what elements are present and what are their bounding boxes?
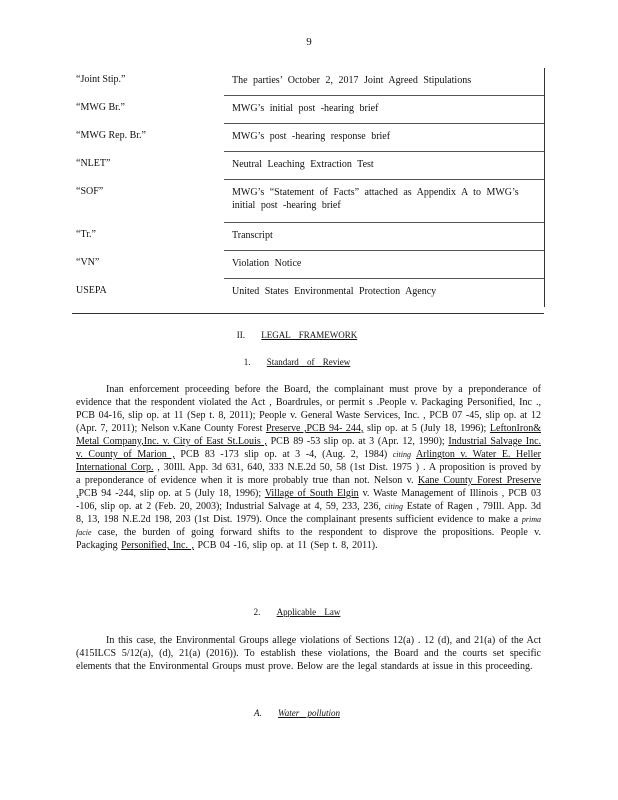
abbreviation-term: “MWG Rep. Br.” <box>76 130 146 141</box>
case-citation: Kane County Forest Preserve , <box>76 475 541 499</box>
abbreviation-term: USEPA <box>76 285 107 296</box>
subsection-title: Standard of Review <box>266 357 351 367</box>
citing-signal: citing <box>392 450 411 459</box>
paragraph-text: Estate of Ragen , 79Ill. App. 3d 8, 13, 198 N.E.2d 198, 203 (1st Dist. 1979). Once the complainant presents sufficient evidence to make a <box>76 501 541 525</box>
citing-signal: citing <box>384 502 403 511</box>
paragraph-text: case, the burden of going forward shifts to the respondent to disprove the propositions. People v. Packaging <box>76 527 541 551</box>
abbreviation-definition: The parties’ October 2, 2017 Joint Agreed Stipulations <box>232 75 472 86</box>
abbreviation-definition: United States Environmental Protection Agency <box>232 286 437 297</box>
abbreviation-row <box>72 124 544 152</box>
paragraph-applicable-law: In this case, the Environmental Groups allege violations of Sections 12(a) . 12 (d), and 21(a) of the Act (415ILCS 5/12(a), (d), 21(a) (2016)). To establish these violations, the Board and the courts set specific elements that the Environmental Groups must prove. Below are the legal standards at issue in this proceeding. <box>76 635 541 672</box>
section-number: II. <box>236 330 246 340</box>
abbreviation-term: “Joint Stip.” <box>76 74 126 85</box>
paragraph-text: , 30Ill. App. 3d 631, 640, 333 N.E.2d 50, 58 (1st Dist. 1975 ) . A proposition is proved by a preponderance of evidence when it is more probably true than not. Nelson v. <box>76 462 541 486</box>
case-citation: Village of South Elgin <box>264 488 359 499</box>
abbreviation-row <box>72 152 544 180</box>
paragraph-text: PCB 83 -173 slip op. at 3 -4, (Aug. 2, 1984) <box>174 449 393 460</box>
case-citation: Personified, Inc. , <box>121 540 194 551</box>
abbreviation-row <box>72 68 544 96</box>
subsection-title: Water pollution <box>278 708 340 718</box>
paragraph-text: PCB 94 -244, slip op. at 5 (July 18, 1996); <box>78 488 265 499</box>
subsection-number: 1. <box>243 357 251 367</box>
case-citation: Industrial Salvage Inc. v. County of Marion , <box>76 436 542 460</box>
subsection-number: A. <box>254 708 262 718</box>
table-bottom-rule <box>72 313 544 314</box>
subsection-title: Applicable Law <box>276 607 341 617</box>
section-heading <box>0 330 618 340</box>
abbreviation-definition: Violation Notice <box>232 258 302 269</box>
abbreviation-term: “SOF” <box>76 186 104 197</box>
abbreviation-definition: MWG’s “Statement of Facts” attached as Appendix A to MWG’s initial post -hearing brief <box>232 187 519 211</box>
paragraph-text: slip op. at 5 (July 18, 1996); <box>363 423 490 434</box>
paragraph-text: PCB 89 -53 slip op. at 3 (Apr. 12, 1990); <box>266 436 449 447</box>
case-citation: Preserve ,PCB 94- 244, <box>265 423 364 434</box>
abbreviation-definition: MWG’s post -hearing response brief <box>232 131 391 142</box>
paragraph-text: PCB 04 -16, slip op. at 11 (Sep t. 8, 2011). <box>193 540 378 551</box>
abbreviation-definition: MWG’s initial post -hearing brief <box>232 103 379 114</box>
abbreviation-term: “Tr.” <box>76 229 96 240</box>
page-number: 9 <box>306 36 312 48</box>
latin-term: prima facie <box>76 515 541 537</box>
case-citation: LeftonIron& Metal Company,Inc. v. City of East St.Louis , <box>76 423 541 447</box>
paragraph-standard-of-review <box>76 383 541 552</box>
abbreviation-row <box>72 279 544 307</box>
abbreviation-term: “NLET” <box>76 158 111 169</box>
abbreviation-row <box>72 251 544 279</box>
abbreviations-table <box>72 68 545 307</box>
paragraph-text: Inan enforcement proceeding before the Board, the complainant must prove by a preponderance of evidence that the respondent violated the Act , Boardrules, or permit s .People v. Packaging Personified, Inc ., PCB 04-16, slip op. at 11 (Sep t. 8, 2011); People v. General Waste Services, Inc. , PCB 07 -45, slip op. at 12 (Apr. 7, 2011); Nelson v.Kane County Forest <box>76 384 541 434</box>
subsection-heading <box>0 357 618 367</box>
paragraph-text: v. Waste Management of Illinois , PCB 03 -106, slip op. at 2 (Feb. 20, 2003); Industrial Salvage at 4, 59, 233, 236, <box>76 488 542 512</box>
abbreviation-row <box>72 223 544 251</box>
case-citation: Arlington v. Water E. Heller International Corp. <box>76 449 541 473</box>
subsection-heading <box>0 607 618 617</box>
section-title: LEGAL FRAMEWORK <box>261 330 358 340</box>
abbreviation-definition: Neutral Leaching Extraction Test <box>232 159 374 170</box>
abbreviation-term: “MWG Br.” <box>76 102 125 113</box>
subsection-number: 2. <box>253 607 261 617</box>
abbreviation-row <box>72 180 544 223</box>
abbreviation-term: “VN” <box>76 257 100 268</box>
abbreviation-definition: Transcript <box>232 230 273 241</box>
subsection-heading <box>0 708 618 718</box>
abbreviation-row <box>72 96 544 124</box>
